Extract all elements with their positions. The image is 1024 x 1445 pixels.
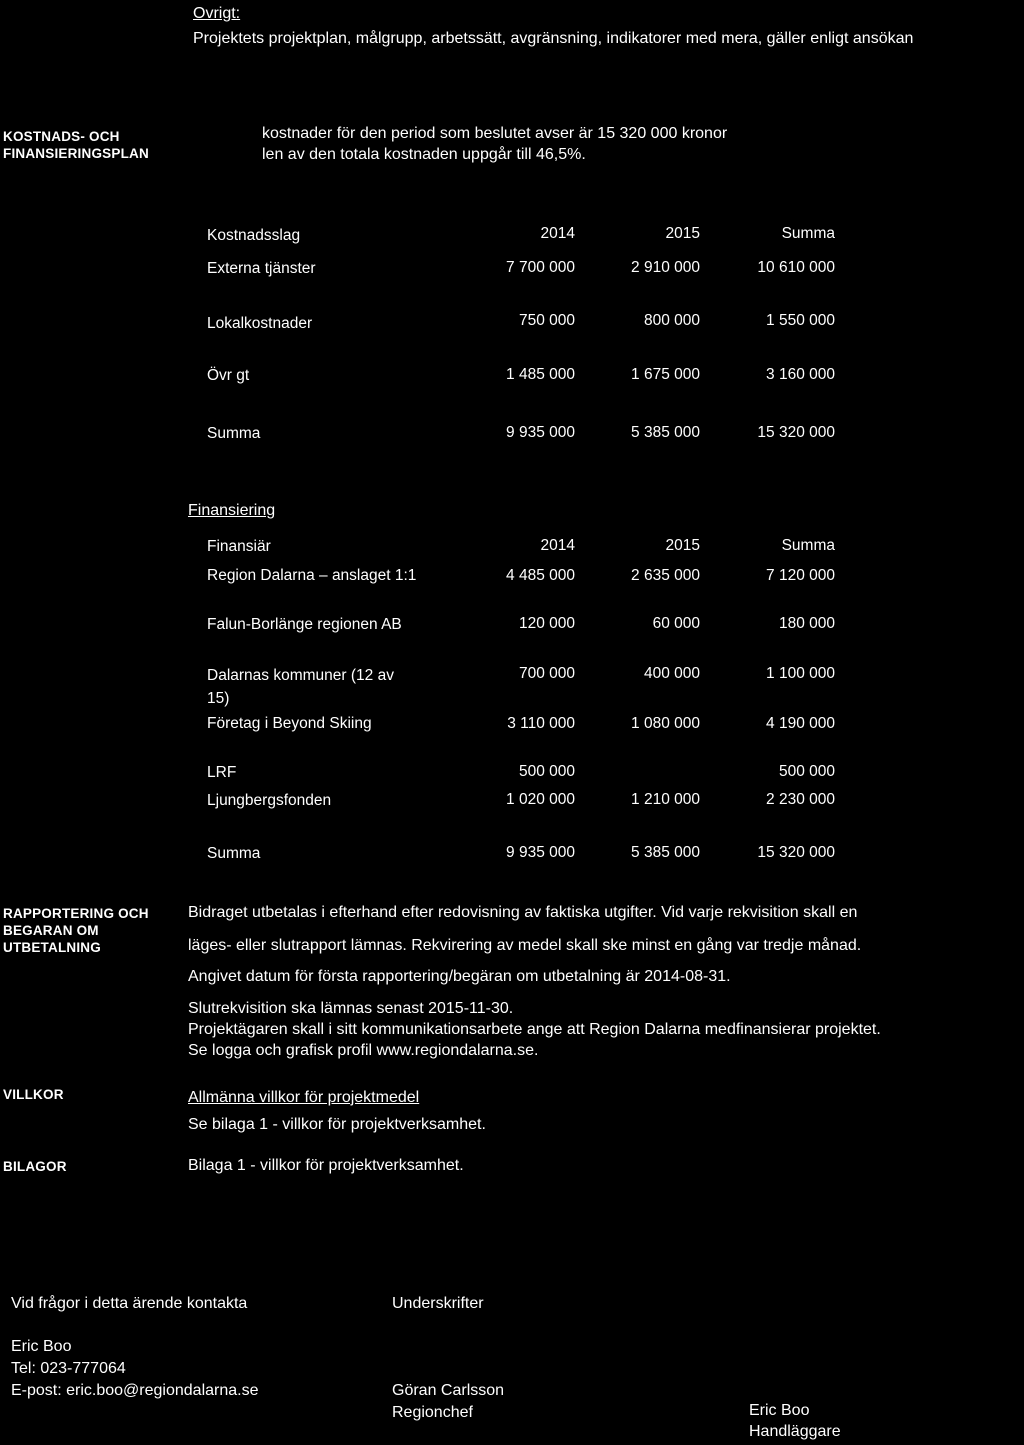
fin-row-summa: 500 000 bbox=[778, 763, 835, 780]
fin-row-summa: 4 190 000 bbox=[766, 715, 835, 732]
signer-1-name: Göran Carlsson bbox=[392, 1382, 505, 1399]
cost-row-summa: 3 160 000 bbox=[766, 366, 835, 383]
fin-row-2014: 120 000 bbox=[518, 615, 575, 632]
signer-2-name: Eric Boo bbox=[749, 1402, 810, 1419]
contact-name: Eric Boo bbox=[11, 1338, 72, 1355]
fin-row-2015: 5 385 000 bbox=[631, 844, 700, 861]
kostnadsplan-intro-1: kostnader för den period som beslutet avser är 15 320 000 kronor bbox=[262, 125, 728, 142]
rapportering-line-1: Bidraget utbetalas i efterhand efter redovisning av faktiska utgifter. Vid varje rekvisition skall en bbox=[188, 904, 858, 921]
ovrigt-text: Projektets projektplan, målgrupp, arbetssätt, avgränsning, indikatorer med mera, gäller enligt ansökan bbox=[193, 30, 914, 47]
fin-header-2014: 2014 bbox=[540, 537, 575, 554]
rapportering-label: RAPPORTERING OCH BEGARAN OM UTBETALNING bbox=[3, 906, 149, 955]
villkor-label: VILLKOR bbox=[3, 1087, 64, 1102]
fin-row-summa: 2 230 000 bbox=[766, 791, 835, 808]
cost-row-label: Externa tjänster bbox=[207, 260, 316, 277]
ovrigt-heading: Ovrigt: bbox=[193, 5, 241, 22]
cost-row-2014: 9 935 000 bbox=[506, 424, 575, 441]
fin-row-2014: 500 000 bbox=[518, 763, 575, 780]
kostnadsplan-label: KOSTNADS- OCH FINANSIERINGSPLAN bbox=[3, 129, 149, 161]
fin-row-label: Falun-Borlänge regionen AB bbox=[207, 616, 402, 633]
cost-row-2015: 800 000 bbox=[643, 312, 700, 329]
fin-row-2014: 700 000 bbox=[518, 665, 575, 682]
bilagor-label: BILAGOR bbox=[3, 1159, 67, 1174]
fin-row-2014: 3 110 000 bbox=[507, 715, 575, 732]
signatures-heading: Underskrifter bbox=[392, 1295, 484, 1312]
fin-row-2015: 1 080 000 bbox=[631, 715, 700, 732]
contact-intro: Vid frågor i detta ärende kontakta bbox=[11, 1295, 248, 1312]
cost-row-label: Summa bbox=[207, 425, 261, 442]
villkor-text: Se bilaga 1 - villkor för projektverksamhet. bbox=[188, 1116, 486, 1133]
fin-row-2015: 1 210 000 bbox=[631, 791, 700, 808]
rapportering-line-6: Se logga och grafisk profil www.regiondalarna.se. bbox=[188, 1042, 539, 1059]
fin-row-label-wrap: 15) bbox=[207, 690, 230, 707]
fin-row-summa: 1 100 000 bbox=[766, 665, 835, 682]
fin-row-2014: 4 485 000 bbox=[506, 567, 575, 584]
rapportering-line-2: läges- eller slutrapport lämnas. Rekvirering av medel skall ske minst en gång var tredje månad. bbox=[188, 937, 862, 954]
fin-row-summa: 180 000 bbox=[778, 615, 835, 632]
bilagor-text: Bilaga 1 - villkor för projektverksamhet. bbox=[188, 1157, 464, 1174]
fin-row-label: Summa bbox=[207, 845, 261, 862]
fin-row-label: Företag i Beyond Skiing bbox=[207, 715, 372, 732]
cost-header-2014: 2014 bbox=[540, 225, 575, 242]
fin-header-funder: Finansiär bbox=[207, 538, 271, 555]
cost-row-label: Övr gt bbox=[207, 367, 250, 384]
fin-header-2015: 2015 bbox=[665, 537, 700, 554]
cost-row-label: Lokalkostnader bbox=[207, 315, 313, 332]
signer-2-title: Handläggare bbox=[749, 1423, 841, 1440]
rapportering-line-4: Slutrekvisition ska lämnas senast 2015-11-30. bbox=[188, 1000, 514, 1017]
cost-row-2015: 2 910 000 bbox=[631, 259, 700, 276]
cost-row-2015: 5 385 000 bbox=[631, 424, 700, 441]
fin-row-2015: 60 000 bbox=[652, 615, 700, 632]
kostnadsplan-intro-2: len av den totala kostnaden uppgår till 46,5%. bbox=[262, 146, 586, 163]
contact-phone: Tel: 023-777064 bbox=[11, 1360, 126, 1377]
fin-row-2014: 9 935 000 bbox=[506, 844, 575, 861]
fin-row-label: Ljungbergsfonden bbox=[207, 792, 332, 809]
rapportering-line-5: Projektägaren skall i sitt kommunikationsarbete ange att Region Dalarna medfinansierar projektet. bbox=[188, 1021, 881, 1038]
fin-row-summa: 7 120 000 bbox=[766, 567, 835, 584]
cost-header-summa: Summa bbox=[781, 225, 835, 242]
cost-header-kind: Kostnadsslag bbox=[207, 227, 301, 244]
fin-row-2015: 400 000 bbox=[643, 665, 700, 682]
villkor-link[interactable]: Allmänna villkor för projektmedel bbox=[188, 1089, 420, 1106]
fin-row-summa: 15 320 000 bbox=[757, 844, 835, 861]
fin-row-label: LRF bbox=[207, 764, 237, 781]
cost-row-summa: 1 550 000 bbox=[766, 312, 835, 329]
cost-row-2014: 7 700 000 bbox=[506, 259, 575, 276]
cost-row-2015: 1 675 000 bbox=[631, 366, 700, 383]
fin-row-2015: 2 635 000 bbox=[631, 567, 700, 584]
fin-row-label: Dalarnas kommuner (12 av bbox=[207, 667, 394, 684]
fin-row-2014: 1 020 000 bbox=[506, 791, 575, 808]
rapportering-line-3: Angivet datum för första rapportering/begäran om utbetalning är 2014-08-31. bbox=[188, 968, 731, 985]
financing-heading: Finansiering bbox=[188, 502, 276, 519]
cost-row-summa: 10 610 000 bbox=[757, 259, 835, 276]
cost-row-summa: 15 320 000 bbox=[757, 424, 835, 441]
contact-email[interactable]: E-post: eric.boo@regiondalarna.se bbox=[11, 1382, 259, 1399]
signer-1-title: Regionchef bbox=[392, 1404, 473, 1421]
cost-row-2014: 750 000 bbox=[518, 312, 575, 329]
fin-header-summa: Summa bbox=[781, 537, 835, 554]
fin-row-label: Region Dalarna – anslaget 1:1 bbox=[207, 567, 417, 584]
cost-row-2014: 1 485 000 bbox=[506, 366, 575, 383]
cost-header-2015: 2015 bbox=[665, 225, 700, 242]
